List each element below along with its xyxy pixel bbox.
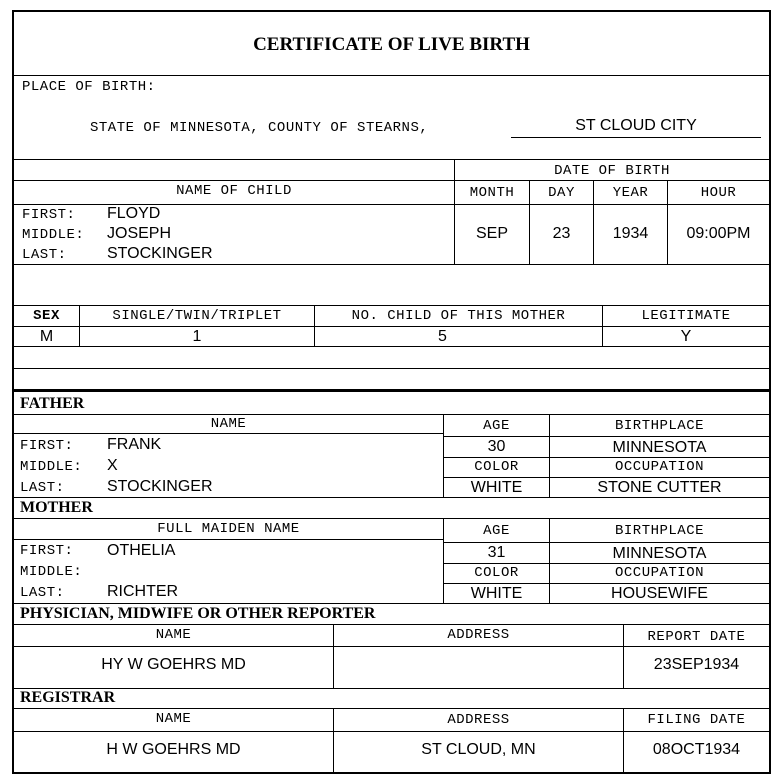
sex-label: SEX [33,308,60,324]
mother-color-label: COLOR [474,565,519,581]
divider [14,708,769,709]
father-occupation-label: OCCUPATION [614,459,704,475]
father-color-value: WHITE [470,479,523,496]
child-middle-label: MIDDLE: [22,227,85,243]
divider [14,603,769,604]
father-color-label: COLOR [474,459,519,475]
divider [14,368,769,369]
certificate-title: CERTIFICATE OF LIVE BIRTH [253,34,530,55]
father-middle-name: X [107,457,118,474]
father-middle-label: MIDDLE: [20,459,83,475]
dob-year-label: YEAR [612,185,649,201]
physician-section-title: PHYSICIAN, MIDWIFE OR OTHER REPORTER [20,605,376,622]
registrar-filing-date-label: FILING DATE [647,712,746,728]
physician-name-value: HY W GOEHRS MD [101,656,246,673]
dob-day-label: DAY [548,185,575,201]
plurality-value: 1 [192,328,202,345]
registrar-section-title: REGISTRAR [20,689,116,706]
name-of-child-header: NAME OF CHILD [176,183,292,199]
divider [14,346,769,347]
mother-birthplace-label: BIRTHPLACE [614,523,704,539]
registrar-name-label: NAME [155,711,192,727]
mother-age-label: AGE [483,523,510,539]
dob-month-value: SEP [475,225,508,242]
divider [14,646,769,647]
mother-occupation-label: OCCUPATION [614,565,704,581]
place-of-birth-line: STATE OF MINNESOTA, COUNTY OF STEARNS, [90,120,429,136]
divider [443,583,769,584]
divider [14,539,443,540]
divider [443,563,769,564]
mother-last-name: RICHTER [107,583,179,600]
registrar-address-label: ADDRESS [447,712,510,728]
mother-first-name: OTHELIA [107,542,176,559]
mother-name-header: FULL MAIDEN NAME [157,521,300,537]
mother-color-value: WHITE [470,585,523,602]
divider [14,624,769,625]
father-last-label: LAST: [20,480,65,496]
physician-name-label: NAME [155,627,192,643]
father-age-value: 30 [487,438,506,455]
father-name-header: NAME [210,416,247,432]
date-of-birth-header: DATE OF BIRTH [554,163,670,179]
physician-report-date-label: REPORT DATE [647,629,746,645]
divider [14,433,443,434]
mother-occupation-value: HOUSEWIFE [611,585,708,602]
divider [14,518,769,519]
legitimate-value: Y [680,328,692,345]
physician-address-label: ADDRESS [447,627,510,643]
dob-month-label: MONTH [469,185,515,201]
father-occupation-value: STONE CUTTER [597,479,722,496]
birth-order-value: 5 [438,328,447,345]
dob-day-value: 23 [552,225,571,242]
registrar-address-value: ST CLOUD, MN [421,741,536,758]
divider [14,180,769,181]
dob-hour-value: 09:00PM [686,225,751,242]
divider [14,75,769,76]
father-birthplace-label: BIRTHPLACE [614,418,704,434]
child-last-name: STOCKINGER [107,245,213,262]
legitimate-label: LEGITIMATE [641,308,731,324]
divider [14,731,769,732]
divider [14,159,769,160]
physician-report-date-value: 23SEP1934 [653,656,740,673]
birth-order-label: NO. CHILD OF THIS MOTHER [351,308,566,324]
divider [14,389,769,392]
registrar-name-value: H W GOEHRS MD [106,741,241,758]
plurality-label: SINGLE/TWIN/TRIPLET [112,308,282,324]
dob-year-value: 1934 [612,225,649,242]
place-of-birth-city: ST CLOUD CITY [511,117,761,138]
divider [443,477,769,478]
birth-certificate [12,10,771,774]
child-middle-name: JOSEPH [107,225,172,242]
mother-age-value: 31 [487,544,506,561]
mother-last-label: LAST: [20,585,65,601]
registrar-filing-date-value: 08OCT1934 [652,741,741,758]
father-birthplace-value: MINNESOTA [612,439,707,456]
place-of-birth-label: PLACE OF BIRTH: [22,79,156,95]
father-age-label: AGE [483,418,510,434]
child-first-label: FIRST: [22,207,76,223]
sex-value: M [39,328,54,345]
child-first-name: FLOYD [107,205,161,222]
father-first-label: FIRST: [20,438,74,454]
divider [443,457,769,458]
mother-middle-label: MIDDLE: [20,564,83,580]
father-first-name: FRANK [107,436,162,453]
mother-birthplace-value: MINNESOTA [612,545,707,562]
divider [14,497,769,498]
child-last-label: LAST: [22,247,67,263]
divider [14,305,769,306]
mother-section-title: MOTHER [20,499,93,516]
divider [14,688,769,689]
divider [14,264,769,265]
dob-hour-label: HOUR [700,185,737,201]
father-section-title: FATHER [20,395,85,412]
father-last-name: STOCKINGER [107,478,213,495]
divider [14,326,769,327]
divider [443,436,769,437]
mother-first-label: FIRST: [20,543,74,559]
divider [443,542,769,543]
divider [14,414,769,415]
